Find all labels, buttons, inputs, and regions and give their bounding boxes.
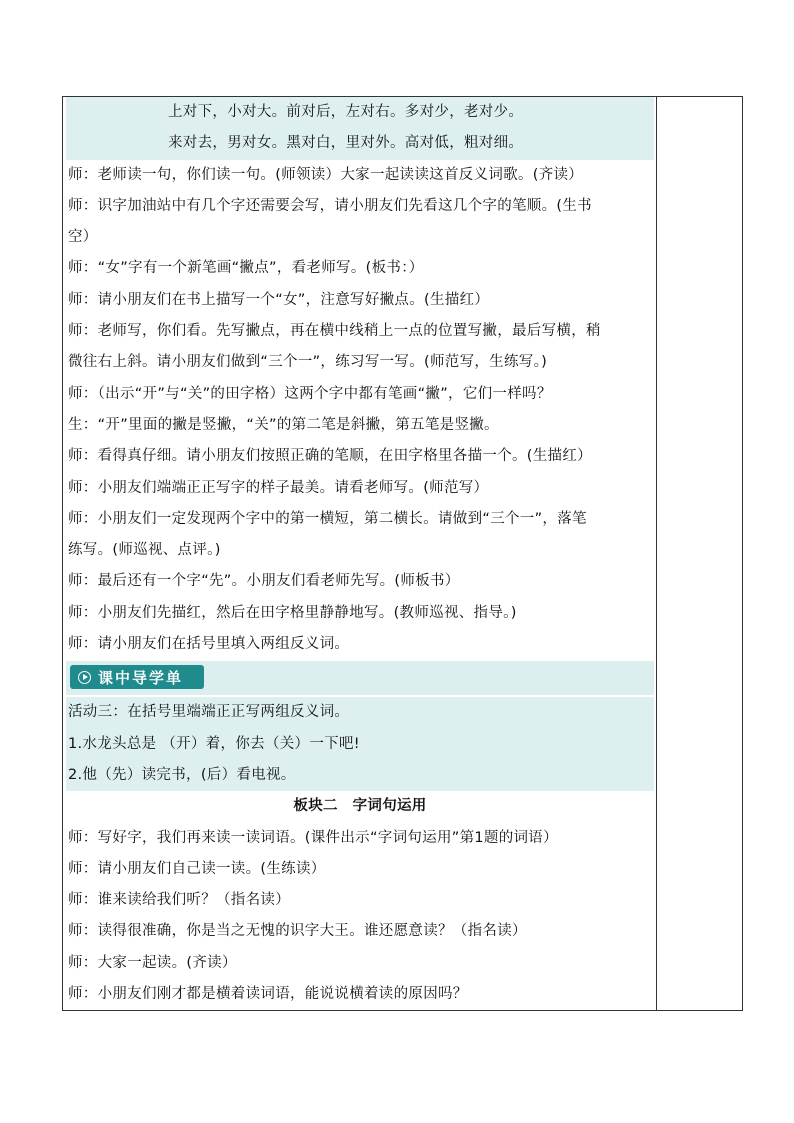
text-line: 师：谁来读给我们听？（指名读） [68, 892, 290, 909]
text-line: 上对下，小对大。前对后，左对右。多对少，老对少。 [66, 97, 654, 128]
guide-banner-row [66, 661, 654, 695]
text-line: 师：大家一起读。(齐读） [68, 954, 237, 971]
text-line: 师：老师读一句，你们读一句。(师领读）大家一起读读这首反义词歌。(齐读） [68, 166, 584, 183]
guide-banner [70, 665, 204, 689]
text-line: 师：请小朋友们在书上描写一个“女”，注意写好撇点。(生描红） [68, 291, 490, 308]
text-line: 来对去，男对女。黑对白，里对外。高对低，粗对细。 [66, 128, 654, 159]
guide-banner-label: 课中导学单 [98, 668, 184, 687]
text-line: 师：小朋友们刚才都是横着读词语，能说说横着读的原因吗？ [68, 986, 468, 1003]
text-line: 师：小朋友们端端正正写字的样子最美。请看老师写。(师范写） [68, 479, 489, 496]
text-line: 活动三：在括号里端端正正写两组反义词。 [66, 697, 654, 728]
text-line: 师：（出示“开”与“关”的田字格）这两个字中都有笔画“撇”，它们一样吗？ [68, 385, 552, 402]
lesson-content [66, 97, 654, 1010]
text-line: 师：请小朋友们自己读一读。(生练读） [68, 860, 326, 877]
text-line: 微往右上斜。请小朋友们做到“三个一”，练习写一写。(师范写，生练写。) [68, 354, 548, 371]
text-line: 师：识字加油站中有几个字还需要会写，请小朋友们先看这几个字的笔顺。(生书 [68, 197, 592, 214]
text-line: 师：最后还有一个字“先”。小朋友们看老师先写。(师板书） [68, 573, 460, 590]
text-line: 师：老师写，你们看。先写撇点，再在横中线稍上一点的位置写撇，最后写横，稍 [68, 323, 601, 340]
section-heading: 板块二 字词句运用 [293, 798, 427, 815]
lesson-lines-top [66, 97, 654, 660]
table-column-divider [656, 96, 657, 1011]
text-line: 师：写好字，我们再来读一读词语。(课件出示“字词句运用”第1题的词语） [68, 829, 558, 846]
text-line: 师：请小朋友们在括号里填入两组反义词。 [68, 636, 350, 653]
text-line: 2.他（先）读完书，(后）看电视。 [66, 760, 654, 791]
play-circle-icon [78, 671, 91, 684]
text-line: 生：“开”里面的撇是竖撇，“关”的第二笔是斜撇，第五笔是竖撇。 [68, 416, 499, 433]
text-line: 1.水龙头总是 （开）着，你去（关）一下吧! [66, 729, 654, 760]
text-line: 师：小朋友们一定发现两个字中的第一横短，第二横长。请做到“三个一”，落笔 [68, 510, 587, 527]
text-line: 空） [68, 229, 98, 246]
text-line: 师：“女”字有一个新笔画“撇点”，看老师写。(板书：） [68, 260, 424, 277]
text-line: 师：看得真仔细。请小朋友们按照正确的笔顺，在田字格里各描一个。(生描红） [68, 448, 592, 465]
text-line: 师：读得很准确，你是当之无愧的识字大王。谁还愿意读？（指名读） [68, 923, 527, 940]
text-line: 练写。(师巡视、点评。) [68, 542, 221, 559]
text-line: 师：小朋友们先描红，然后在田字格里静静地写。(教师巡视、指导。) [68, 604, 517, 621]
lesson-lines-bottom [66, 697, 654, 1010]
